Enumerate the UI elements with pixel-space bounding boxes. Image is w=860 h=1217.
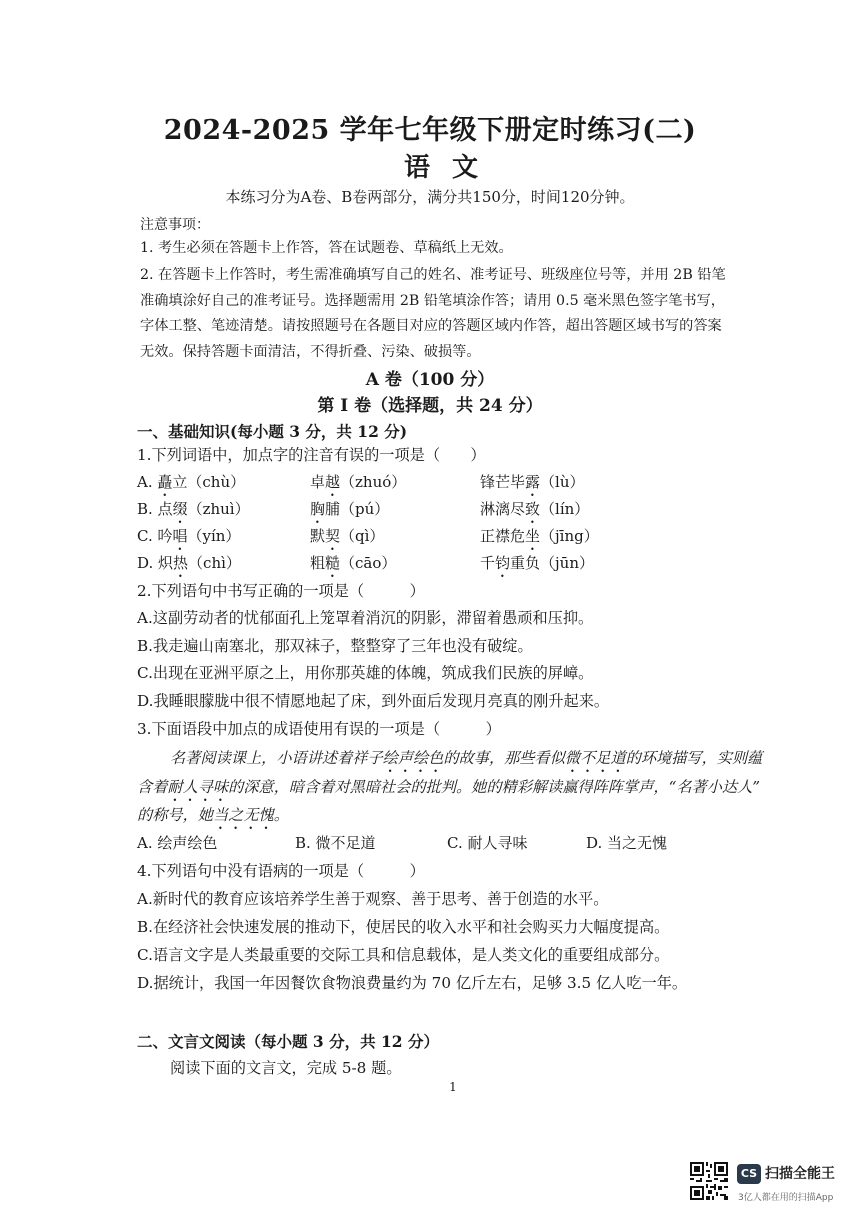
section-2-instruction: 阅读下面的文言文，完成 5-8 题。 (170, 1059, 402, 1077)
notes-title: 注意事项： (140, 217, 210, 233)
q3-option-b: B. 微不足道 (295, 834, 376, 852)
q4-stem: 4.下列语句中没有语病的一项是（ ） (137, 862, 425, 880)
section-1-heading: 一、基础知识(每小题 3 分，共 12 分) (137, 422, 408, 441)
q1-c-word-2: 默契（qì） (310, 527, 385, 545)
camscanner-app-name: 扫描全能王 (765, 1166, 835, 1182)
camscanner-logo: CS (737, 1164, 761, 1184)
q3-stem: 3.下面语段中加点的成语使用有误的一项是（ ） (137, 720, 501, 738)
exam-title: 2024-2025 学年七年级下册定时练习(二) (163, 115, 697, 146)
q3-option-d: D. 当之无愧 (586, 834, 668, 852)
q2-option-d: D.我睡眼朦胧中很不情愿地起了床，到外面后发现月亮真的刚升起来。 (137, 692, 610, 710)
q1-a-word-3: 锋芒毕露（lù） (480, 473, 585, 491)
note-item-2-line-1: 2. 在答题卡上作答时，考生需准确填写自己的姓名、准考证号、班级座位号等，并用 2B 铅笔 (140, 267, 726, 283)
camscanner-slogan: 3亿人都在用的扫描App (738, 1193, 834, 1203)
qr-code-icon (690, 1162, 728, 1200)
note-item-2-line-3: 字体工整、笔迹清楚。请按照题号在各题目对应的答题区域内作答，超出答题区域书写的答案 (140, 318, 722, 334)
volume-1-heading: 第 I 卷（选择题，共 24 分） (317, 396, 543, 416)
exam-intro: 本练习分为A卷、B卷两部分，满分共150分，时间120分钟。 (225, 188, 635, 206)
q3-option-c: C. 耐人寻味 (447, 834, 528, 852)
q1-a-word-1: A. 矗立（chù） (137, 473, 246, 491)
q3-passage-line-3: 的称号，她当之无愧。 (137, 806, 289, 824)
q1-b-word-3: 淋漓尽致（lín） (480, 500, 590, 518)
q3-passage-line-1: 名著阅读课上，小语讲述着祥子绘声绘色的故事，那些看似微不足道的环境描写，实则蕴 (170, 749, 763, 767)
subject-title: 语文 (403, 153, 500, 183)
note-item-1: 1. 考生必须在答题卡上作答，答在试题卷、草稿纸上无效。 (140, 240, 513, 256)
q2-option-a: A.这副劳动者的忧郁面孔上笼罩着消沉的阴影，滞留着愚顽和压抑。 (137, 609, 594, 627)
q4-option-d: D.据统计，我国一年因餐饮食物浪费量约为 70 亿斤左右，足够 3.5 亿人吃一年。 (137, 974, 688, 992)
page-number: 1 (449, 1080, 457, 1094)
q1-b-word-1: B. 点缀（zhuì） (137, 500, 250, 518)
part-a-heading: A 卷（100 分） (365, 370, 495, 390)
q4-option-c: C.语言文字是人类最重要的交际工具和信息载体，是人类文化的重要组成部分。 (137, 946, 670, 964)
note-item-2-line-2: 准确填涂好自己的准考证号。选择题需用 2B 铅笔填涂作答；请用 0.5 毫米黑色签字笔书写， (140, 293, 725, 309)
q3-passage-line-2: 含着耐人寻味的深意，暗含着对黑暗社会的批判。她的精彩解读赢得阵阵掌声，“名著小达人” (137, 778, 761, 796)
q1-d-word-1: D. 炽热（chì） (137, 554, 241, 572)
q2-option-c: C.出现在亚洲平原之上，用你那英雄的体魄，筑成我们民族的屏嶂。 (137, 664, 594, 682)
q4-option-b: B.在经济社会快速发展的推动下，使居民的收入水平和社会购买力大幅度提高。 (137, 918, 670, 936)
q1-c-word-3: 正襟危坐（jīng） (480, 527, 599, 545)
q1-b-word-2: 胸脯（pú） (310, 500, 390, 518)
q1-stem: 1.下列词语中，加点字的注音有误的一项是（ ） (137, 446, 486, 464)
q1-d-word-3: 千钧重负（jūn） (480, 554, 595, 572)
q1-d-word-2: 粗糙（cāo） (310, 554, 397, 572)
q4-option-a: A.新时代的教育应该培养学生善于观察、善于思考、善于创造的水平。 (137, 890, 609, 908)
note-item-2-line-4: 无效。保持答题卡面清洁，不得折叠、污染、破损等。 (140, 344, 481, 360)
q3-option-a: A. 绘声绘色 (137, 834, 218, 852)
q1-c-word-1: C. 吟唱（yín） (137, 527, 241, 545)
q1-a-word-2: 卓越（zhuó） (310, 473, 407, 491)
section-2-heading: 二、文言文阅读（每小题 3 分，共 12 分） (137, 1032, 439, 1051)
q2-stem: 2.下列语句中书写正确的一项是（ ） (137, 582, 425, 600)
q2-option-b: B.我走遍山南塞北，那双袜子，整整穿了三年也没有破绽。 (137, 637, 533, 655)
